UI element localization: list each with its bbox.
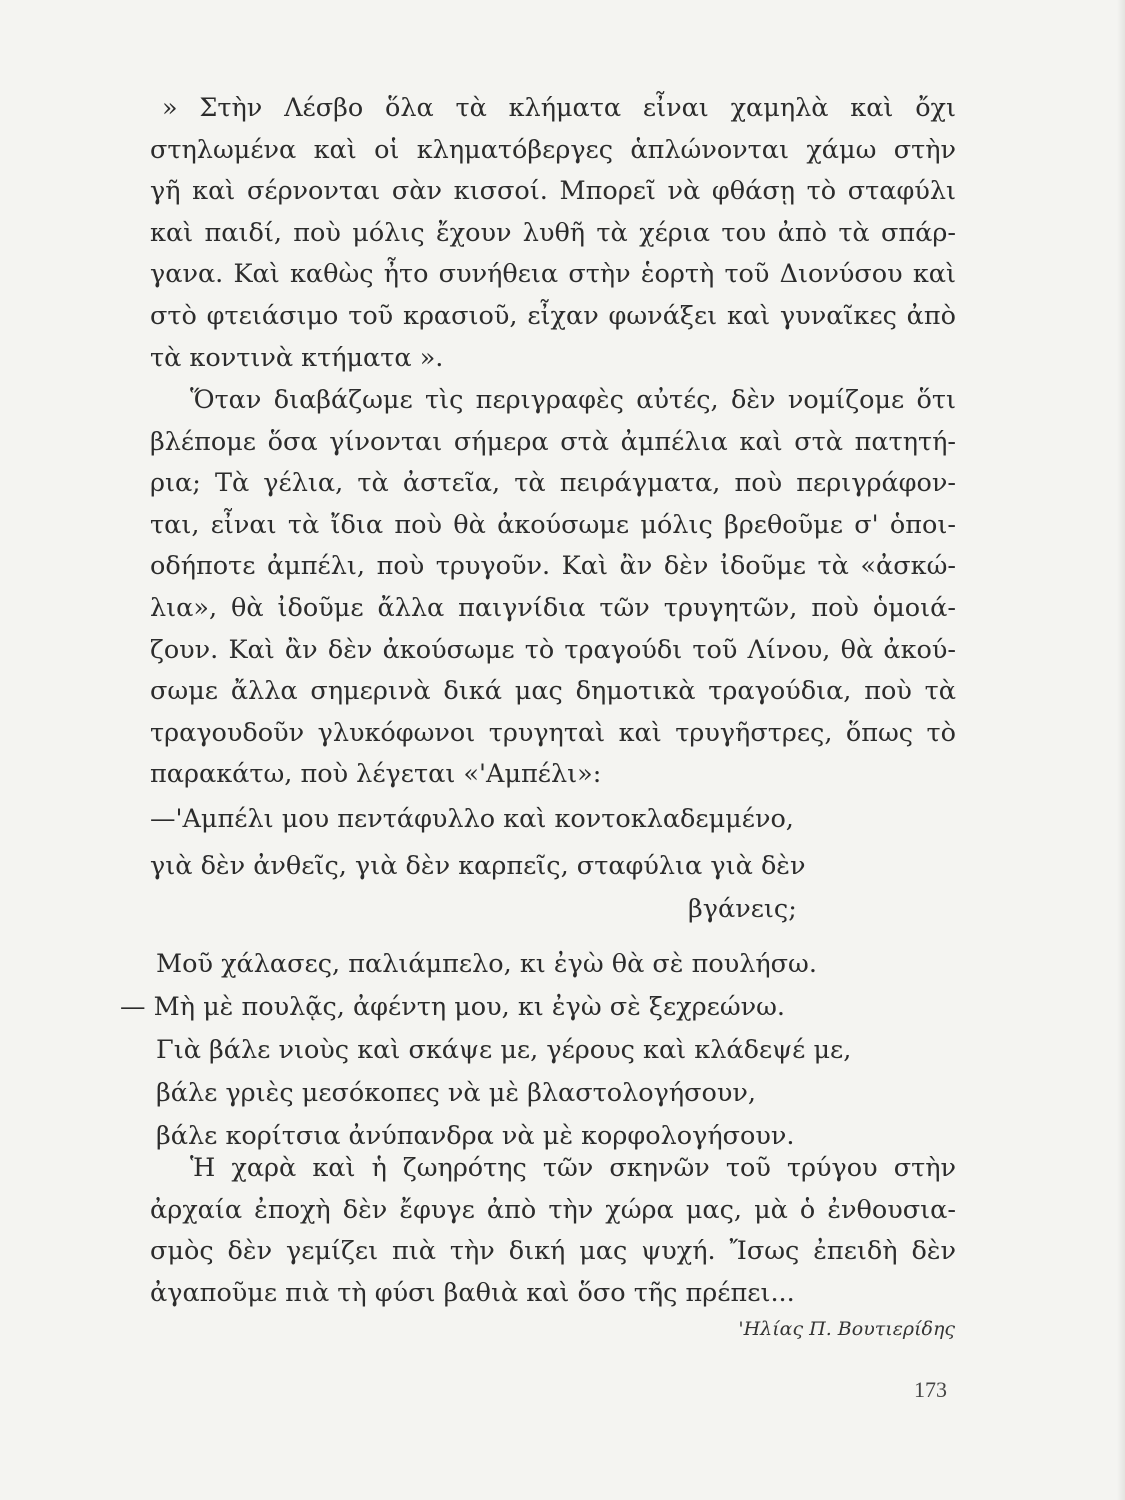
verse-line: —'Αμπέλι μου πεντάφυλλο καὶ κοντοκλαδεμμένο,	[150, 804, 794, 834]
text-line: ται, εἶναι τὰ ἴδια ποὺ θὰ ἀκούσωμε μόλις βρεθοῦμε σ' ὁποι-	[150, 509, 956, 540]
text-line: ἀγαποῦμε πιὰ τὴ φύσι βαθιὰ καὶ ὅσο τῆς πρέπει...	[150, 1277, 795, 1308]
text-line: τραγουδοῦν γλυκόφωνοι τρυγηταὶ καὶ τρυγῆστρες, ὅπως τὸ	[150, 717, 956, 748]
text-line: ζουν. Καὶ ἂν δὲν ἀκούσωμε τὸ τραγούδι τοῦ Λίνου, θὰ ἀκού-	[150, 634, 956, 665]
verse-line: Γιὰ βάλε νιοὺς καὶ σκάψε με, γέρους καὶ κλάδεψέ με,	[156, 1035, 852, 1065]
paragraph-conclusion	[150, 1148, 956, 1314]
verse-line: βάλε γριὲς μεσόκοπες νὰ μὲ βλαστολογήσουν,	[156, 1078, 757, 1108]
text-line: τὰ κοντινὰ κτήματα ».	[150, 342, 444, 373]
verse-line: βάλε κορίτσια ἀνύπανδρα νὰ μὲ κορφολογήσουν.	[156, 1121, 795, 1151]
text-line: καὶ παιδί, ποὺ μόλις ἔχουν λυθῆ τὰ χέρια του ἀπὸ τὰ σπάρ-	[150, 217, 956, 248]
text-line: ἀρχαία ἐποχὴ δὲν ἔφυγε ἀπὸ τὴν χώρα μας, μὰ ὁ ἐνθουσια-	[150, 1194, 956, 1225]
text-line: βλέπομε ὅσα γίνονται σήμερα στὰ ἀμπέλια καὶ στὰ πατητή-	[150, 426, 956, 457]
folk-song-verse	[120, 798, 956, 1158]
text-line: λια», θὰ ἰδοῦμε ἄλλα παιγνίδια τῶν τρυγητῶν, ποὺ ὁμοιά-	[150, 592, 956, 623]
text-line: γανα. Καὶ καθὼς ἦτο συνήθεια στὴν ἑορτὴ τοῦ Διονύσου καὶ	[150, 259, 956, 290]
verse-line	[150, 845, 956, 888]
text-line: οδήποτε ἀμπέλι, ποὺ τρυγοῦν. Καὶ ἂν δὲν ἰδοῦμε τὰ «ἀσκώ-	[150, 551, 956, 582]
verse-line: — Μὴ μὲ πουλᾷς, ἀφέντη μου, κι ἐγὼ σὲ ξεχρεώνω.	[120, 992, 786, 1022]
text-line: Ἡ χαρὰ καὶ ἡ ζωηρότης τῶν σκηνῶν τοῦ τρύγου στὴν	[190, 1153, 956, 1183]
text-line: Ὅταν διαβάζωμε τὶς περιγραφὲς αὐτές, δὲν νομίζομε ὅτι	[190, 385, 956, 415]
paragraph-descriptions	[150, 380, 956, 796]
verse-line: Μοῦ χάλασες, παλιάμπελο, κι ἐγὼ θὰ σὲ πουλήσω.	[156, 949, 817, 979]
text-line: παρακάτω, ποὺ λέγεται «'Αμπέλι»:	[150, 759, 602, 790]
text-line: στηλωμένα καὶ οἱ κληματόβεργες ἁπλώνονται χάμω στὴν	[150, 134, 956, 165]
text-line: γῆ καὶ σέρνονται σὰν κισσοί. Μπορεῖ νὰ φθάσῃ τὸ σταφύλι	[150, 176, 956, 207]
verse-line-continuation: βγάνεις;	[688, 894, 797, 924]
author-signature: 'Ηλίας Π. Βουτιερίδης	[738, 1318, 955, 1340]
text-line: στὸ φτειάσιμο τοῦ κρασιοῦ, εἶχαν φωνάξει καὶ γυναῖκες ἀπὸ	[150, 300, 956, 331]
paragraph-lesvos	[150, 88, 956, 379]
text-line: » Στὴν Λέσβο ὅλα τὰ κλήματα εἶναι χαμηλὰ καὶ ὄχι	[162, 93, 956, 123]
verse-line-text: γιὰ δὲν ἀνθεῖς, γιὰ δὲν καρπεῖς, σταφύλια γιὰ δὲν	[150, 851, 806, 881]
text-line: σμὸς δὲν γεμίζει πιὰ τὴν δική μας ψυχή. Ἴσως ἐπειδὴ δὲν	[150, 1236, 956, 1267]
page-edge-shadow	[1117, 0, 1125, 1500]
page-number: 173	[914, 1377, 947, 1402]
text-line: σωμε ἄλλα σημερινὰ δικά μας δημοτικὰ τραγούδια, ποὺ τὰ	[150, 676, 956, 707]
text-line: ρια; Τὰ γέλια, τὰ ἀστεῖα, τὰ πειράγματα, ποὺ περιγράφον-	[150, 468, 956, 499]
